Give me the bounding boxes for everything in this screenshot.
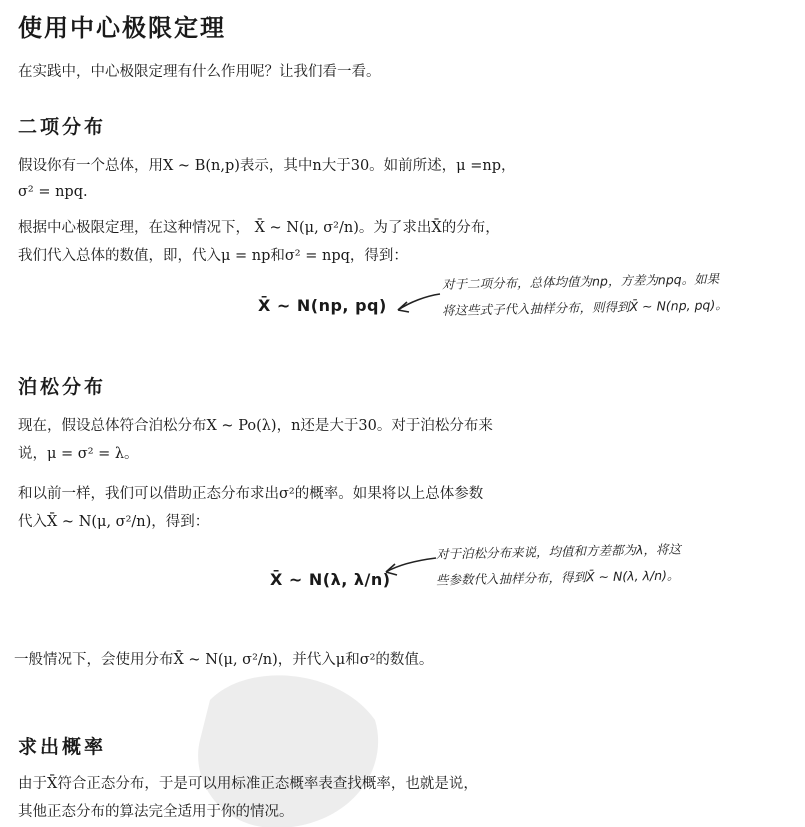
binomial-sampling-formula: X̄ ~ N(np, pq) (258, 296, 387, 315)
section-heading-poisson: 泊松分布 (18, 376, 107, 398)
binomial-para1-line2: σ² = npq. (18, 184, 88, 200)
poisson-annotation-arrow (380, 552, 440, 582)
binomial-para2-line1: 根据中心极限定理，在这种情况下， X̄ ~ N(μ, σ²/n)。为了求出X̄的分布， (18, 220, 500, 236)
probability-line2: 其他正态分布的算法完全适用于你的情况。 (18, 804, 294, 820)
binomial-para2-line2: 我们代入总体的数值，即，代入μ = np和σ² = npq，得到： (18, 248, 408, 264)
intro-text: 在实践中，中心极限定理有什么作用呢？让我们看一看。 (18, 64, 381, 80)
section-heading-probability: 求出概率 (18, 736, 107, 758)
poisson-annotation-line2: 些参数代入抽样分布，得到X̄ ~ N(λ, λ/n)。 (435, 567, 680, 588)
probability-line1: 由于X̄符合正态分布，于是可以用标准正态概率表查找概率，也就是说， (18, 776, 478, 792)
poisson-annotation-line1: 对于泊松分布来说，均值和方差都为λ，将这 (435, 541, 682, 562)
general-statement: 一般情况下，会使用分布X̄ ~ N(μ, σ²/n)，并代入μ和σ²的数值。 (14, 652, 434, 668)
poisson-sampling-formula: X̄ ~ N(λ, λ/n) (270, 570, 391, 589)
binomial-annotation-line1: 对于二项分布，总体均值为np，方差为npq。如果 (441, 271, 720, 292)
binomial-annotation-arrow (392, 288, 444, 318)
poisson-para2-line2: 代入X̄ ~ N(μ, σ²/n)，得到： (18, 514, 210, 530)
poisson-para2-line1: 和以前一样，我们可以借助正态分布求出σ²的概率。如果将以上总体参数 (18, 486, 484, 502)
poisson-para1-line2: 说，μ = σ² = λ。 (18, 446, 139, 462)
poisson-para1-line1: 现在，假设总体符合泊松分布X ~ Po(λ)，n还是大于30。对于泊松分布来 (18, 418, 493, 434)
section-heading-binomial: 二项分布 (18, 116, 107, 138)
binomial-annotation-line2: 将这些式子代入抽样分布，则得到X̄ ~ N(np, pq)。 (441, 297, 728, 318)
page-title: 使用中心极限定理 (18, 14, 226, 42)
binomial-para1-line1: 假设你有一个总体，用X ~ B(n,p)表示，其中n大于30。如前所述，μ =np， (18, 158, 516, 174)
